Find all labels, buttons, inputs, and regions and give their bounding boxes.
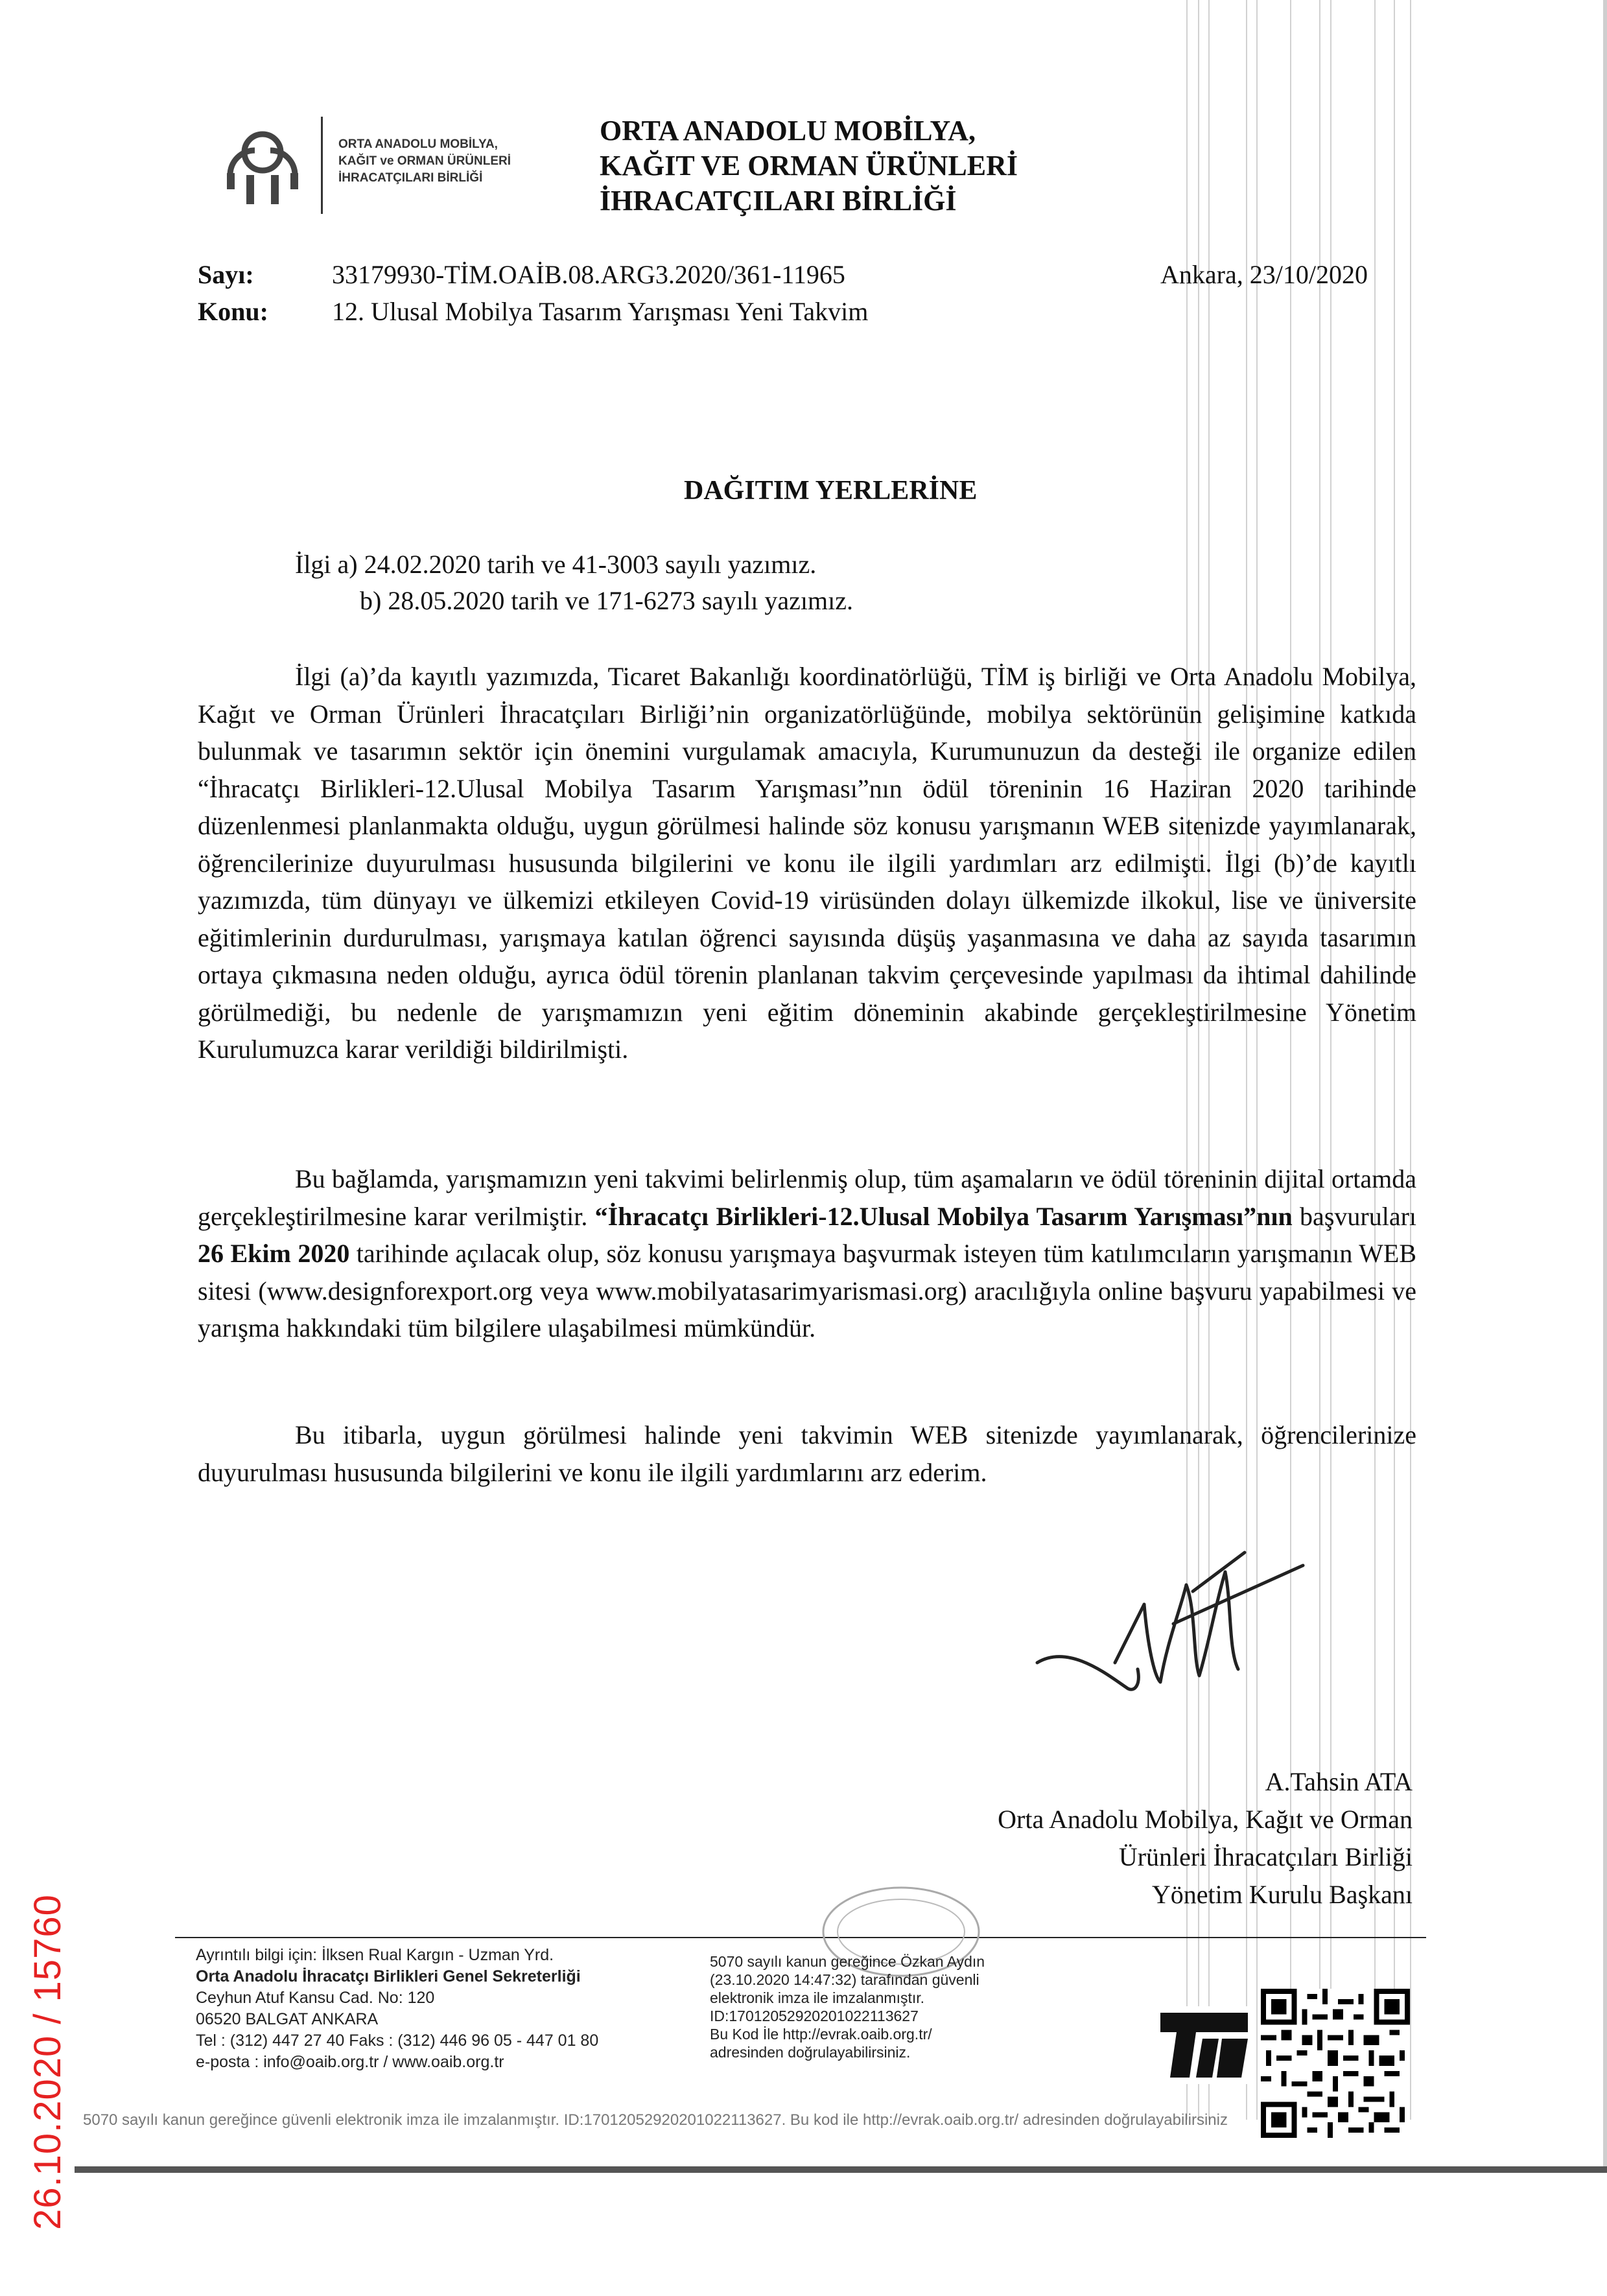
sayi-value: 33179930-TİM.OAİB.08.ARG3.2020/361-11965: [332, 260, 845, 289]
body-paragraph-1: İlgi (a)’da kayıtlı yazımızda, Ticaret Bakanlığı koordinatörlüğü, TİM iş birliği ve Orta Anadolu Mobilya, Kağıt ve Orman Ürünleri İhracatçıları Birliği’nin organizatörlüğünde, mobilya sektörünün gelişimine katkıda bulunmak ve tasarımın sektör için önemini vurgulamak amacıyla, Kurumunuzun da desteği ile organize edilen “İhracatçı Birlikleri-12.Ulusal Mobilya Tasarım Yarışması”nın ödül töreninin 16 Haziran 2020 tarihinde düzenlenmesi planlanmakta olduğu, uygun görülmesi halinde söz konusu yarışmanın WEB sitenizde yayımlanarak, öğrencilerinize duyurulması hususunda bilgilerini ve konu ile ilgili yardımları arz edilmişti. İlgi (b)’de kayıtlı yazımızda, tüm dünyayı ve ülkemizi etkileyen Covid-19 virüsünden dolayı ülkemizde ilkokul, lise ve üniversite eğitimlerinin durdurulması, yarışmaya katılan öğrenci sayısında düşüş yaşanmasına ve daha az sayıda tasarımın ortaya çıkmasına neden olduğu, ayrıca ödül törenin planlanan takvim çerçevesinde yapılması da ihtimal dahilinde görülmediği, bu nedenle de yarışmamızın yeni eğitim döneminin akabinde gerçekleştirilmesine Yönetim Kurulumuzca karar verildiği bildirilmişti.: [198, 662, 1416, 1064]
reference-b: b) 28.05.2020 tarih ve 171-6273 sayılı yazımız.: [360, 586, 853, 615]
konu-value: 12. Ulusal Mobilya Tasarım Yarışması Yeni Takvim: [332, 297, 869, 326]
signature-block: [998, 1763, 1413, 1914]
sayi-label: Sayı:: [198, 260, 254, 289]
received-date-stamp: 26.10.2020 / 15760: [27, 1894, 69, 2230]
footer-divider: [175, 1937, 1426, 1938]
tim-logo-icon: [1157, 2006, 1251, 2084]
signer-title-2: Ürünleri İhracatçıları Birliği: [1118, 1842, 1413, 1871]
footer-contact: Ayrıntılı bilgi için: İlksen Rual Kargın - Uzman Yrd. Orta Anadolu İhracatçı Birlikleri Genel Sekreterliği Ceyhun Atuf Kansu Cad. No: 120 06520 BALGAT ANKARA Tel : (312) 447 27 40 Faks : (312) 446 96 05 - 447 01 80 e-posta : info@oaib.org.tr / www.oaib.org.tr: [196, 1946, 599, 2071]
scan-edge-right: [1603, 0, 1607, 2173]
konu-label: Konu:: [198, 297, 268, 326]
logo-text: ORTA ANADOLU MOBİLYA, KAĞIT ve ORMAN ÜRÜNLERİ İHRACATÇILARI BİRLİĞİ: [338, 137, 511, 185]
reference-a: İlgi a) 24.02.2020 tarih ve 41-3003 sayılı yazımız.: [295, 550, 817, 579]
qr-code-icon: [1261, 1989, 1410, 2138]
signer-name: A.Tahsin ATA: [1265, 1767, 1413, 1796]
org-title: ORTA ANADOLU MOBİLYA, KAĞIT VE ORMAN ÜRÜNLERİ İHRACATÇILARI BİRLİĞİ: [600, 115, 1018, 217]
esign-footnote: 5070 sayılı kanun gereğince güvenli elektronik imza ile imzalanmıştır. ID:1701205292020102211362​7. Bu kod ile http://evrak.oaib.org.tr/ adresinden doğrulayabilirsiniz: [83, 2111, 1228, 2129]
logo-divider: [321, 117, 323, 214]
scan-edge-bottom: [75, 2166, 1607, 2173]
body-paragraph-2: Bu bağlamda, yarışmamızın yeni takvimi belirlenmiş olup, tüm aşamaların ve ödül töreninin dijital ortamda gerçekleştirilmesine karar verilmiştir. “İhracatçı Birlikleri-12.Ulusal Mobilya Tasarım Yarışması”nın başvuruları 26 Ekim 2020 tarihinde açılacak olup, söz konusu yarışmaya başvurmak isteyen tüm katılımcıların yarışmanın WEB sitesi (www.designforexport.org veya www.mobilyatasarimyarismasi.org) aracılığıyla online başvuru yapabilmesi ve yarışma hakkındaki tüm bilgilere ulaşabilmesi mümkündür.: [198, 1164, 1417, 1342]
esign-verification-text: 5070 sayılı kanun gereğince Özkan Aydın (23.10.2020 14:47:32) tarafından güvenli elektronik imza ile imzalanmıştır. ID:1701205292020102211362​7 Bu Kod İle http://evrak.oaib.org.tr/ adresinden doğrulayabilirsiniz.: [710, 1953, 985, 2061]
handwritten-signature: [1031, 1527, 1316, 1702]
signer-title-3: Yönetim Kurulu Başkanı: [1151, 1880, 1413, 1909]
oaib-logo-icon: [201, 113, 331, 217]
letter-date: Ankara, 23/10/2020: [1160, 260, 1368, 289]
recipient-heading: DAĞITIM YERLERİNE: [684, 476, 978, 506]
body-paragraph-3: Bu itibarla, uygun görülmesi halinde yeni takvimin WEB sitenizde yayımlanarak, öğrencilerinize duyurulması hususunda bilgilerini ve konu ile ilgili yardımlarını arz ederim.: [198, 1420, 1416, 1487]
signer-title-1: Orta Anadolu Mobilya, Kağıt ve Orman: [998, 1805, 1413, 1834]
